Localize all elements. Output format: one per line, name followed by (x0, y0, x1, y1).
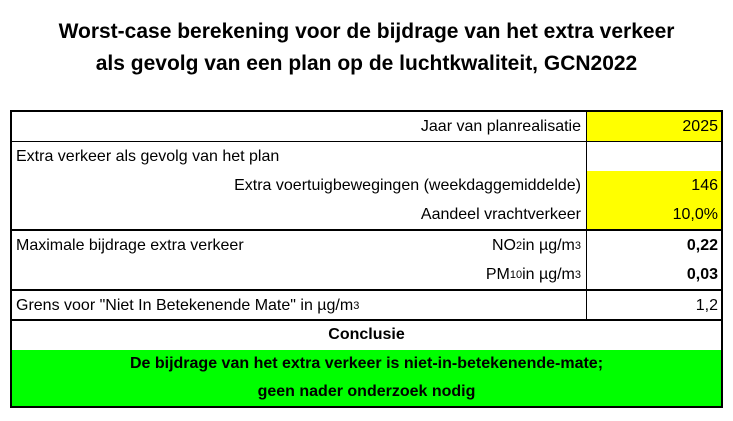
extra-traffic-label: Extra verkeer als gevolg van het plan (16, 147, 280, 165)
year-label: Jaar van planrealisatie (420, 117, 581, 135)
row-pm10 (12, 260, 721, 289)
conclusion-line-1: De bijdrage van het extra verkeer is niet-in-betekenende-mate; (129, 355, 604, 372)
title-line-1: Worst-case berekening voor de bijdrage van het extra verkeer (58, 20, 675, 43)
max-contribution-label: Maximale bijdrage extra verkeer (16, 236, 244, 254)
row-movements (12, 171, 721, 200)
no2-label (492, 231, 581, 260)
pm10-value: 0,03 (586, 260, 721, 289)
truck-share-value[interactable]: 10,0% (586, 200, 721, 229)
page-title (0, 16, 733, 80)
row-truck-share (12, 200, 721, 229)
conclusion-line-2: geen nader onderzoek nodig (257, 383, 476, 400)
no2-value: 0,22 (586, 231, 721, 260)
year-value[interactable]: 2025 (586, 112, 721, 141)
no2-sup: 3 (574, 239, 581, 252)
nibm-label (16, 291, 359, 320)
nibm-label-text: Grens voor "Niet In Betekenende Mate" in µg/m (16, 296, 354, 314)
pm10-label (486, 260, 581, 289)
pm10-sub: 10 (509, 268, 523, 281)
conclusion-box (12, 350, 721, 406)
pm10-prefix: PM (485, 265, 510, 283)
no2-sub: 2 (515, 239, 523, 252)
pm10-unit: in µg/m (522, 265, 575, 283)
truck-share-label: Aandeel vrachtverkeer (420, 205, 581, 223)
row-year (12, 112, 721, 141)
row-nibm (12, 291, 721, 320)
nibm-value: 1,2 (586, 291, 721, 320)
pm10-sup: 3 (574, 268, 581, 281)
extra-traffic-value-empty (586, 142, 721, 171)
row-no2 (12, 231, 721, 260)
title-line-2: als gevolg van een plan op de luchtkwaliteit, GCN2022 (95, 52, 638, 75)
no2-prefix: NO (491, 236, 516, 254)
movements-label: Extra voertuigbewegingen (weekdaggemiddelde) (234, 176, 581, 194)
calculation-table (10, 110, 723, 408)
conclusion-heading: Conclusie (328, 326, 405, 343)
movements-value[interactable]: 146 (586, 171, 721, 200)
no2-unit: in µg/m (522, 236, 575, 254)
row-extra-traffic (12, 142, 721, 171)
nibm-sup: 3 (353, 299, 360, 312)
